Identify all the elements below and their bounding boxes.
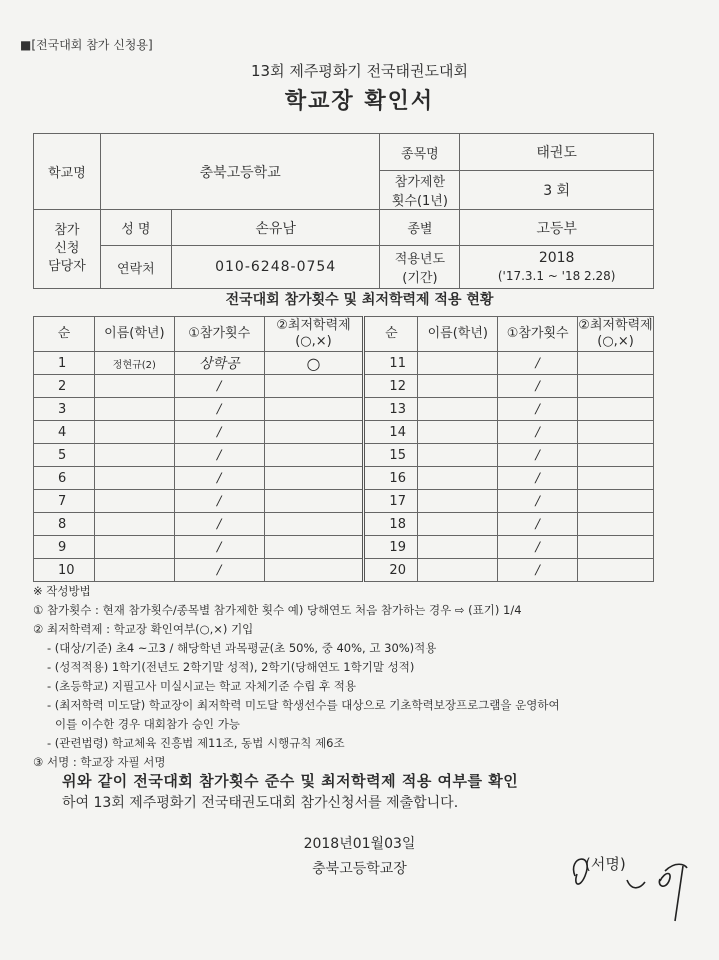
roster-cell-name (94, 444, 174, 467)
table-row (34, 536, 654, 559)
limit-value: 3 회 (460, 171, 654, 210)
roster-cell-count: / (498, 559, 578, 582)
roster-cell-name (418, 513, 498, 536)
handwritten-signature (565, 846, 695, 936)
roster-cell-name (94, 559, 174, 582)
roster-cell-no: 19 (364, 536, 418, 559)
notes-line: ① 참가횟수 : 현재 참가횟수/종목별 참가제한 횟수 예) 당해연도 처음 참가하는 경우 ⇨ (표기) 1/4 (33, 603, 522, 617)
roster-cell-no: 7 (34, 490, 95, 513)
roster-cell-min (264, 536, 364, 559)
roster-cell-min (264, 559, 364, 582)
confirm-statement-line2: 하여 13회 제주평화기 전국태권도대회 참가신청서를 제출합니다. (62, 795, 459, 811)
roster-cell-count: / (498, 513, 578, 536)
roster-cell-name (418, 490, 498, 513)
roster-title: 전국대회 참가횟수 및 최저학력제 적용 현황 (225, 292, 494, 308)
notes-line: - (최저학력 미도달) 학교장이 최저학력 미도달 학생선수를 대상으로 기초학력보장프로그램을 운영하여 (47, 698, 560, 712)
roster-cell-no: 17 (364, 490, 418, 513)
table-row (34, 513, 654, 536)
document-date: 2018년01월03일 (303, 836, 416, 852)
notes-line: - (성적적용) 1학기(전년도 2학기말 성적), 2학기(당해연도 1학기말 성적) (47, 660, 415, 674)
roster-cell-no: 11 (364, 352, 418, 375)
roster-cell-no: 2 (34, 375, 95, 398)
roster-cell-count: / (498, 375, 578, 398)
roster-cell-no: 12 (364, 375, 418, 398)
roster-cell-name (418, 375, 498, 398)
col-min-header: ②최저학력제 (○,×) (578, 317, 654, 352)
roster-cell-name (94, 467, 174, 490)
roster-cell-min (578, 513, 654, 536)
notes-line: ② 최저학력제 : 학교장 확인여부(○,×) 기입 (33, 622, 254, 636)
roster-cell-min: ○ (264, 352, 364, 375)
roster-cell-name (94, 375, 174, 398)
roster-cell-count: / (498, 467, 578, 490)
contact-value: 010-6248-0754 (215, 259, 337, 275)
roster-cell-min (578, 421, 654, 444)
notes-section (33, 582, 683, 772)
category-label: 종별 (380, 210, 460, 246)
roster-cell-no: 15 (364, 444, 418, 467)
roster-cell-count: / (174, 444, 264, 467)
roster-cell-name (418, 467, 498, 490)
table-row (34, 467, 654, 490)
roster-cell-no: 8 (34, 513, 95, 536)
roster-cell-count: / (174, 490, 264, 513)
roster-table (33, 316, 654, 582)
col-no-header: 순 (364, 317, 418, 352)
roster-cell-count: / (174, 559, 264, 582)
roster-cell-count: 상학공 (174, 352, 264, 375)
roster-cell-name: 정현규(2) (94, 352, 174, 375)
table-row (34, 490, 654, 513)
roster-cell-count: / (174, 467, 264, 490)
form-tag: ■[전국대회 참가 신청용] (20, 38, 153, 52)
roster-cell-min (264, 467, 364, 490)
roster-cell-name (94, 513, 174, 536)
event-value: 태권도 (460, 134, 654, 171)
roster-cell-min (578, 559, 654, 582)
col-min-header: ②최저학력제 (○,×) (264, 317, 364, 352)
notes-line: - (관련법령) 학교체육 진흥법 제11조, 동법 시행규칙 제6조 (47, 736, 345, 750)
event-subtitle: 13회 제주평화기 전국태권도대회 (251, 62, 468, 80)
col-no-header: 순 (34, 317, 95, 352)
col-count-header: ①참가횟수 (174, 317, 264, 352)
table-row (34, 444, 654, 467)
event-label: 종목명 (380, 134, 460, 171)
roster-cell-min (578, 398, 654, 421)
roster-cell-count: / (174, 421, 264, 444)
notes-line: 이를 이수한 경우 대회참가 승인 가능 (55, 717, 240, 731)
roster-cell-min (264, 444, 364, 467)
roster-cell-count: / (174, 375, 264, 398)
col-count-header: ①참가횟수 (498, 317, 578, 352)
roster-cell-min (578, 352, 654, 375)
notes-line: ③ 서명 : 학교장 자필 서명 (33, 755, 166, 769)
roster-cell-count: / (174, 536, 264, 559)
category-value: 고등부 (460, 210, 654, 246)
roster-cell-count: / (174, 513, 264, 536)
roster-cell-min (578, 375, 654, 398)
table-row (34, 375, 654, 398)
year-label: 적용년도 (기간) (380, 246, 460, 289)
roster-cell-no: 6 (34, 467, 95, 490)
roster-cell-count: / (498, 398, 578, 421)
name-label: 성 명 (101, 210, 172, 245)
col-name-header: 이름(학년) (418, 317, 498, 352)
roster-cell-min (264, 421, 364, 444)
roster-cell-count: / (498, 490, 578, 513)
notes-line: - (초등학교) 지필고사 미실시교는 학교 자체기준 수립 후 적용 (47, 679, 356, 693)
table-row (34, 559, 654, 582)
roster-cell-no: 4 (34, 421, 95, 444)
roster-cell-name (94, 398, 174, 421)
roster-cell-count: / (498, 536, 578, 559)
confirm-statement-line1: 위와 같이 전국대회 참가횟수 준수 및 최저학력제 적용 여부를 확인 (62, 772, 519, 790)
roster-cell-name (94, 490, 174, 513)
roster-cell-name (418, 398, 498, 421)
school-label: 학교명 (34, 134, 101, 210)
roster-cell-min (578, 490, 654, 513)
manager-label: 참가 신청 담당자 (34, 210, 101, 289)
roster-cell-no: 1 (34, 352, 95, 375)
principal-name: 충북고등학교장 (312, 861, 407, 877)
roster-cell-no: 13 (364, 398, 418, 421)
roster-cell-name (418, 559, 498, 582)
roster-cell-min (578, 467, 654, 490)
roster-cell-name (418, 444, 498, 467)
roster-cell-name (418, 352, 498, 375)
roster-cell-no: 9 (34, 536, 95, 559)
roster-cell-no: 3 (34, 398, 95, 421)
roster-cell-min (264, 375, 364, 398)
info-table (33, 133, 654, 289)
signature-label: (서명) (585, 855, 626, 873)
period-value: ('17.3.1 ~ '18 2.28) (497, 269, 616, 283)
roster-cell-min (578, 444, 654, 467)
roster-cell-count: / (498, 352, 578, 375)
roster-cell-no: 18 (364, 513, 418, 536)
roster-cell-count: / (498, 421, 578, 444)
table-row (34, 421, 654, 444)
notes-heading: ※ 작성방법 (33, 584, 91, 598)
roster-cell-min (264, 513, 364, 536)
roster-cell-no: 16 (364, 467, 418, 490)
roster-cell-no: 20 (364, 559, 418, 582)
col-name-header: 이름(학년) (94, 317, 174, 352)
limit-label: 참가제한 횟수(1년) (380, 171, 460, 210)
roster-cell-min (264, 490, 364, 513)
notes-line: - (대상/기준) 초4 ~고3 / 해당학년 과목평균(초 50%, 중 40%, 고 30%)적용 (47, 641, 437, 655)
roster-cell-no: 10 (34, 559, 95, 582)
roster-cell-name (418, 421, 498, 444)
roster-cell-no: 5 (34, 444, 95, 467)
roster-cell-name (94, 421, 174, 444)
year-value: 2018 ('17.3.1 ~ '18 2.28) (460, 246, 654, 289)
roster-cell-count: / (174, 398, 264, 421)
roster-cell-min (578, 536, 654, 559)
table-row (34, 352, 654, 375)
table-row (34, 398, 654, 421)
roster-cell-name (418, 536, 498, 559)
contact-label: 연락처 (101, 246, 172, 288)
school-value: 충북고등학교 (100, 134, 380, 210)
roster-cell-min (264, 398, 364, 421)
roster-cell-no: 14 (364, 421, 418, 444)
name-value: 손유남 (255, 220, 296, 237)
roster-cell-name (94, 536, 174, 559)
document-title: 학교장 확인서 (284, 89, 435, 114)
roster-cell-count: / (498, 444, 578, 467)
